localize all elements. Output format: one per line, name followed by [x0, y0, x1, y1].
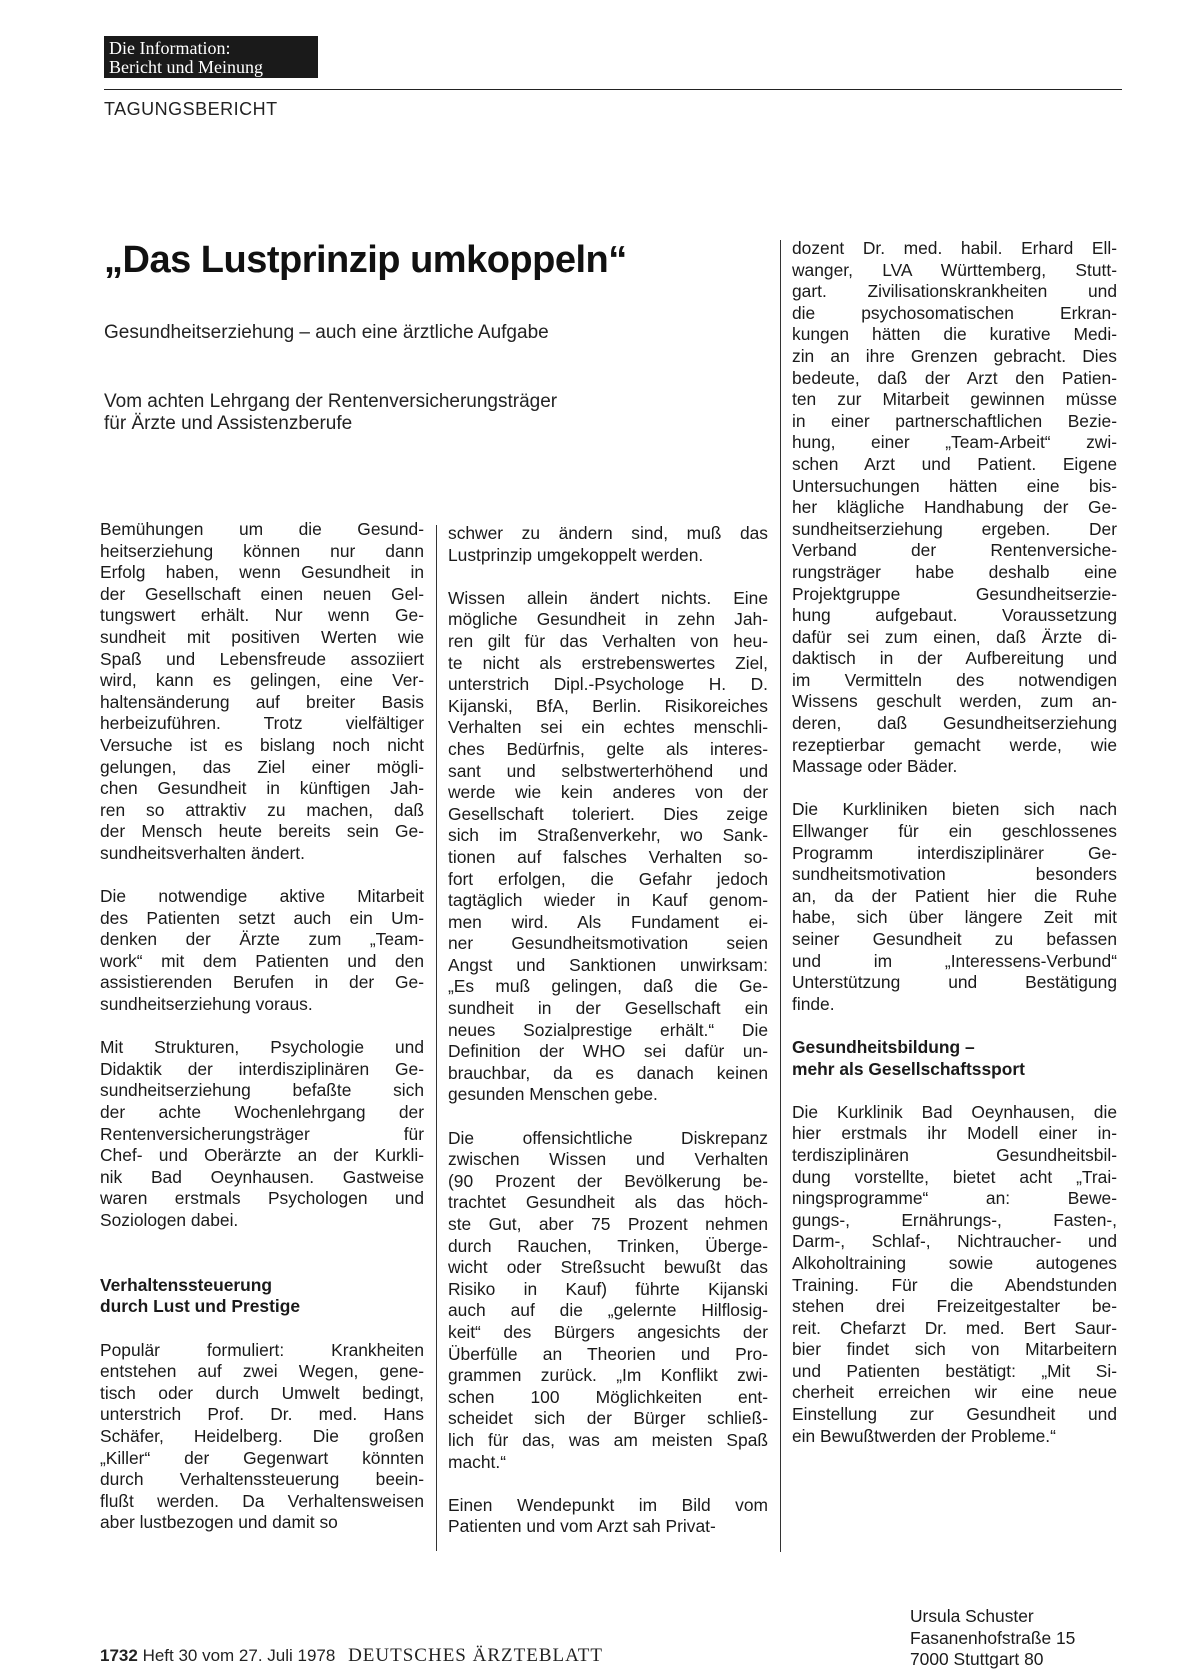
text-line: „Killer“ der Gegenwart könnten	[100, 1447, 424, 1468]
paragraph-gap	[100, 1016, 424, 1038]
text-line: Lustprinzip umgekoppelt werden.	[448, 544, 704, 565]
article-intro	[104, 391, 557, 435]
text-line: Mit Strukturen, Psychologie und	[100, 1037, 424, 1058]
text-line: zin an ihre Grenzen gebracht. Dies	[792, 345, 1117, 366]
text-line: denken der Ärzte zum „Team-	[100, 929, 424, 950]
text-line: mögliche Gesundheit in zehn Jah-	[448, 609, 768, 630]
text-line: flußt werden. Da Verhaltensweisen	[100, 1490, 424, 1511]
text-line: Die notwendige aktive Mitarbeit	[100, 886, 424, 907]
text-line: herbeizuführen. Trotz vielfältiger	[100, 713, 424, 734]
text-column-1	[100, 519, 424, 1534]
text-line: Einstellung zur Gesundheit und	[792, 1404, 1117, 1425]
text-line: werde wie kein anderes von der	[448, 782, 768, 803]
text-line: Rentenversicherungsträger für	[100, 1123, 424, 1144]
text-line: heitserziehung können nur dann	[100, 540, 424, 561]
text-line: reit. Chefarzt Dr. med. Bert Saur-	[792, 1317, 1117, 1338]
text-line: Risiko in Kauf) führte Kijanski	[448, 1278, 768, 1299]
text-line: seiner Gesundheit zu befassen	[792, 929, 1117, 949]
text-line: scheidet sich der Bürger schließ-	[448, 1408, 768, 1429]
text-line: Verhalten sei ein echtes menschli-	[448, 717, 768, 738]
text-line: Wissens geschult werden, zum an-	[792, 691, 1117, 712]
paragraph-gap	[100, 865, 424, 887]
text-line: tionen auf falsches Verhalten so-	[448, 846, 768, 867]
text-line: wird, kann es gelingen, eine Ver-	[100, 670, 424, 691]
text-line: sundheitsmotivation besonders	[792, 864, 1117, 885]
text-line: tagtäglich wieder in Kauf genom-	[448, 890, 768, 911]
author-name: Ursula Schuster	[910, 1606, 1034, 1626]
section-heading: mehr als Gesellschaftssport	[792, 1058, 1025, 1079]
text-line: Gesellschaft toleriert. Dies zeige	[448, 803, 768, 824]
text-line: ner Gesundheitsmotivation seien	[448, 933, 768, 954]
text-line: Schäfer, Heidelberg. Die großen	[100, 1425, 424, 1446]
text-line: wicht oder Streßsucht bewußt das	[448, 1257, 768, 1278]
text-line: gesunden Menschen gebe.	[448, 1084, 658, 1105]
text-line: sundheitserziehung voraus.	[100, 994, 313, 1015]
page-number: 1732	[100, 1646, 138, 1665]
text-line: sundheitsverhalten ändert.	[100, 842, 305, 863]
text-line: Spaß und Lebensfreude assoziiert	[100, 648, 424, 669]
text-line: der Gesellschaft einen neuen Gel-	[100, 583, 424, 604]
article-subtitle: Gesundheitserziehung – auch eine ärztliche Aufgabe	[104, 322, 549, 343]
text-line: stehen drei Freizeitgestalter be-	[792, 1296, 1117, 1317]
text-line: terdisziplinären Gesundheitsbil-	[792, 1144, 1117, 1165]
text-line: dung vorstellte, bietet acht „Trai-	[792, 1166, 1117, 1187]
section-header-box	[104, 36, 318, 78]
text-line: der Mensch heute bereits sein Ge-	[100, 821, 424, 842]
author-address	[910, 1606, 1075, 1671]
text-line: tisch oder durch Umwelt bedingt,	[100, 1382, 424, 1403]
section-heading: Gesundheitsbildung –	[792, 1036, 975, 1057]
text-line: durch Rauchen, Trinken, Überge-	[448, 1235, 768, 1256]
text-line: gart. Zivilisationskrankheiten und	[792, 281, 1117, 302]
column-divider-2	[780, 240, 781, 1552]
text-line: und im „Interessens-Verbund“	[792, 950, 1117, 971]
text-line: neues Sozialprestige erhält.“ Die	[448, 1019, 768, 1040]
text-line: in einer partnerschaftlichen Bezie-	[792, 410, 1117, 431]
text-line: hung, einer „Team-Arbeit“ zwi-	[792, 432, 1117, 453]
text-line: men wird. Als Fundament ei-	[448, 911, 768, 932]
text-line: dafür sei zum einen, daß Ärzte di-	[792, 626, 1117, 647]
text-line: her klägliche Handhabung der Ge-	[792, 497, 1117, 518]
text-line: und Patienten bestätigt: „Mit Si-	[792, 1360, 1117, 1381]
text-line: Unterstützung und Bestätigung	[792, 972, 1117, 993]
text-line: Erfolg haben, wenn Gesundheit in	[100, 562, 424, 583]
text-line: entstehen auf zwei Wegen, gene-	[100, 1361, 424, 1382]
text-line: sundheitserziehung befaßte sich	[100, 1080, 424, 1101]
text-line: macht.“	[448, 1451, 506, 1472]
paragraph-gap	[792, 1080, 1117, 1102]
text-line: sundheitserziehung ergeben. Der	[792, 518, 1117, 539]
text-line: Massage oder Bäder.	[792, 756, 958, 777]
text-line: gungs-, Ernährungs-, Fasten-,	[792, 1209, 1117, 1230]
text-line: haltensänderung auf breiter Basis	[100, 691, 424, 712]
text-line: trachtet Gesundheit als das höch-	[448, 1192, 768, 1213]
text-line: Einen Wendepunkt im Bild vom	[448, 1494, 768, 1515]
text-line: waren erstmals Psychologen und	[100, 1188, 424, 1209]
paragraph-gap	[448, 1473, 768, 1495]
top-rule	[104, 89, 1122, 90]
text-line: Kijanski, BfA, Berlin. Risikoreiches	[448, 695, 768, 716]
text-line: Training. Für die Abendstunden	[792, 1274, 1117, 1295]
text-column-3	[792, 238, 1117, 1447]
text-line: daktisch in der Aufbereitung und	[792, 648, 1117, 669]
text-line: keit“ des Bürgers angesichts der	[448, 1321, 768, 1342]
text-line: ste Gut, aber 75 Prozent nehmen	[448, 1214, 768, 1234]
text-line: cherheit erreichen wir eine neue	[792, 1382, 1117, 1403]
journal-name: DEUTSCHES ÄRZTEBLATT	[348, 1645, 603, 1666]
text-line: der achte Wochenlehrgang der	[100, 1102, 424, 1123]
text-line: die psychosomatischen Erkran-	[792, 302, 1117, 323]
text-line: Soziologen dabei.	[100, 1210, 239, 1230]
section-heading: Verhaltenssteuerung	[100, 1274, 273, 1295]
text-line: deren, daß Gesundheitserziehung	[792, 713, 1117, 734]
intro-line-1: Vom achten Lehrgang der Rentenversicherungsträger	[104, 391, 558, 412]
text-line: chen Gesundheit in künftigen Jah-	[100, 778, 424, 799]
paragraph-gap	[448, 566, 768, 588]
text-line: te nicht als erstrebenswertes Ziel,	[448, 652, 768, 673]
column-divider-1	[436, 525, 437, 1551]
text-line: rungsträger habe deshalb eine	[792, 561, 1117, 582]
text-line: auch auf die „gelernte Hilflosig-	[448, 1300, 768, 1321]
text-line: hier erstmals ihr Modell einer in-	[792, 1123, 1117, 1144]
text-line: ein Bewußtwerden der Probleme.“	[792, 1425, 1056, 1446]
text-line: gelungen, das Ziel einer mögli-	[100, 756, 424, 777]
paragraph-gap	[100, 1253, 424, 1275]
text-line: durch Verhaltenssteuerung beein-	[100, 1469, 424, 1490]
issue-info: Heft 30 vom 27. Juli 1978	[142, 1646, 336, 1665]
paragraph-gap	[792, 1015, 1117, 1037]
text-line: Die offensichtliche Diskrepanz	[448, 1127, 768, 1148]
text-line: Die Kurkliniken bieten sich nach	[792, 799, 1117, 820]
text-line: schen 100 Möglichkeiten ent-	[448, 1386, 768, 1407]
text-line: Chef- und Oberärzte an der Kurkli-	[100, 1145, 424, 1166]
text-line: Patienten und vom Arzt sah Privat-	[448, 1516, 716, 1537]
text-line: work“ mit dem Patienten und den	[100, 950, 424, 971]
text-line: fort erfolgen, die Gefahr jedoch	[448, 868, 768, 889]
text-line: aber lustbezogen und damit so	[100, 1512, 338, 1533]
text-line: Versuche ist es bislang noch nicht	[100, 734, 424, 755]
text-line: ten zur Mitarbeit gewinnen müsse	[792, 389, 1117, 410]
text-line: zwischen Wissen und Verhalten	[448, 1149, 768, 1170]
author-street: Fasanenhofstraße 15	[910, 1627, 1076, 1648]
text-line: Untersuchungen hätten eine bis-	[792, 475, 1117, 496]
text-line: wanger, LVA Württemberg, Stutt-	[792, 259, 1117, 280]
text-line: kungen hätten die kurative Medi-	[792, 324, 1117, 345]
text-line: nik Bad Oeynhausen. Gastweise	[100, 1166, 424, 1187]
intro-line-2: für Ärzte und Assistenzberufe	[104, 413, 353, 434]
header-box-line-1: Die Information:	[109, 38, 231, 58]
paragraph-gap	[792, 778, 1117, 800]
text-line: sant und selbstwerterhöhend und	[448, 760, 768, 781]
text-line: Wissen allein ändert nichts. Eine	[448, 587, 768, 608]
page-footer	[100, 1645, 603, 1667]
text-line: unterstrich Prof. Dr. med. Hans	[100, 1404, 424, 1425]
text-line: ren so attraktiv zu machen, daß	[100, 799, 424, 820]
text-line: Ellwanger für ein geschlossenes	[792, 821, 1117, 842]
text-line: „Es muß gelingen, daß die Ge-	[448, 976, 768, 997]
paragraph-gap	[448, 1106, 768, 1128]
text-line: bier findet sich von Mitarbeitern	[792, 1339, 1117, 1360]
text-line: brauchbar, da es danach keinen	[448, 1062, 768, 1083]
text-line: rezeptierbar gemacht werde, wie	[792, 734, 1117, 755]
text-line: Definition der WHO sei dafür un-	[448, 1041, 768, 1062]
text-line: Darm-, Schlaf-, Nichtraucher- und	[792, 1231, 1117, 1252]
text-line: Projektgruppe Gesundheitserzie-	[792, 583, 1117, 604]
text-line: assistierenden Berufen in der Ge-	[100, 972, 424, 993]
text-line: ningsprogramme“ an: Bewe-	[792, 1188, 1117, 1209]
paragraph-gap	[100, 1232, 424, 1254]
text-line: unterstrich Dipl.-Psychologe H. D.	[448, 674, 768, 695]
text-line: ren gilt für das Verhalten von heu-	[448, 630, 768, 651]
text-line: hung aufgebaut. Voraussetzung	[792, 605, 1117, 626]
text-line: schen Arzt und Patient. Eigene	[792, 453, 1117, 474]
text-line: des Patienten setzt auch ein Um-	[100, 907, 424, 928]
text-line: bedeute, daß der Arzt den Patien-	[792, 367, 1117, 388]
header-box-line-2: Bericht und Meinung	[109, 57, 263, 77]
text-line: dozent Dr. med. habil. Erhard Ell-	[792, 238, 1117, 258]
text-line: Didaktik der interdisziplinären Ge-	[100, 1058, 424, 1079]
text-line: Angst und Sanktionen unwirksam:	[448, 954, 768, 975]
text-line: Alkoholtraining sowie autogenes	[792, 1252, 1117, 1273]
text-line: an, da der Patient hier die Ruhe	[792, 885, 1117, 906]
text-line: Populär formuliert: Krankheiten	[100, 1339, 424, 1360]
text-line: finde.	[792, 993, 835, 1014]
text-line: Die Kurklinik Bad Oeynhausen, die	[792, 1101, 1117, 1122]
text-line: habe, sich über längere Zeit mit	[792, 907, 1117, 928]
text-line: im Vermitteln des notwendigen	[792, 669, 1117, 690]
section-heading: durch Lust und Prestige	[100, 1296, 301, 1317]
text-line: tungswert erhält. Nur wenn Ge-	[100, 605, 424, 626]
text-line: sundheit in der Gesellschaft ein	[448, 998, 768, 1019]
author-city: 7000 Stuttgart 80	[910, 1649, 1044, 1670]
text-line: sundheit mit positiven Werten wie	[100, 626, 424, 647]
text-line: ches Bedürfnis, gelte als interes-	[448, 738, 768, 759]
text-line: lich für das, was am meisten Spaß	[448, 1429, 768, 1450]
text-line: (90 Prozent der Bevölkerung be-	[448, 1170, 768, 1191]
text-line: Verband der Rentenversiche-	[792, 540, 1117, 561]
text-line: grammen zurück. „Im Konflikt zwi-	[448, 1365, 768, 1386]
text-line: sich im Straßenverkehr, wo Sank-	[448, 825, 768, 846]
text-line: Überfülle an Theorien und Pro-	[448, 1343, 768, 1364]
text-line: Programm interdisziplinärer Ge-	[792, 842, 1117, 863]
paragraph-gap	[100, 1318, 424, 1340]
text-line: Bemühungen um die Gesund-	[100, 519, 424, 539]
text-column-2	[448, 523, 768, 1538]
text-line: schwer zu ändern sind, muß das	[448, 523, 768, 543]
section-label: TAGUNGSBERICHT	[104, 99, 278, 119]
article-title: „Das Lustprinzip umkoppeln“	[104, 239, 627, 281]
